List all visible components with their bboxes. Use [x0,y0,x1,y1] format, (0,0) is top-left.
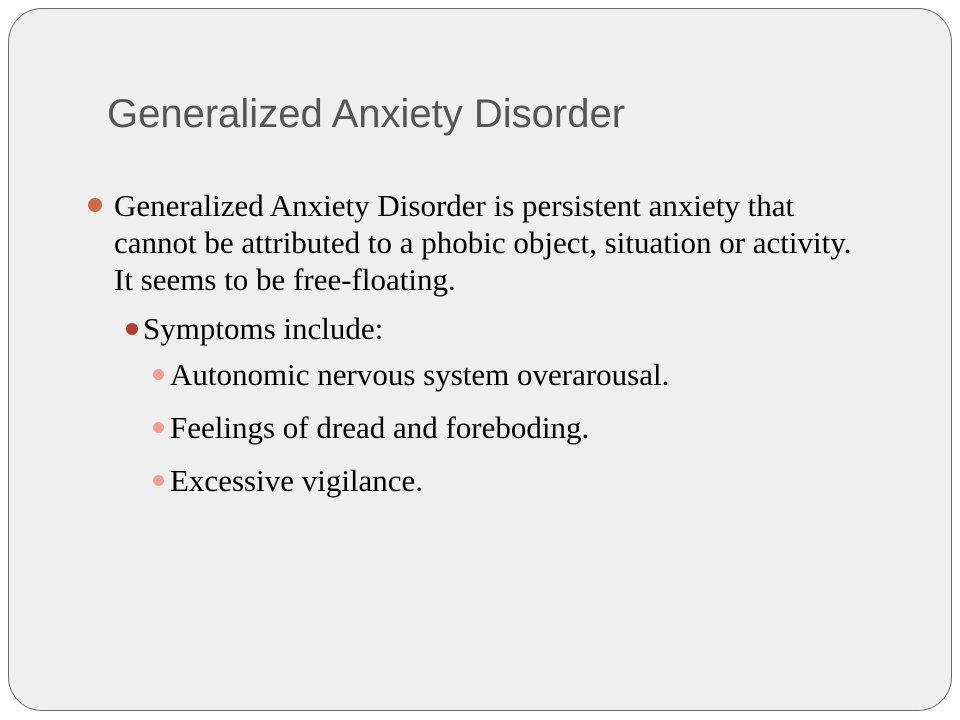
slide-content [9,187,951,515]
symptom-item [170,409,951,446]
bullet-dot-icon [126,323,138,335]
bullet-dot-icon [153,369,164,380]
symptom-text: Excessive vigilance. [170,463,424,498]
symptom-text: Autonomic nervous system overarousal. [170,357,670,392]
symptom-list [9,356,951,499]
bullet-dot-icon [153,475,164,486]
bullet-dot-icon [88,198,102,212]
slide-frame [8,8,952,711]
bullet-symptoms-heading-text: Symptoms include: [143,311,384,346]
bullet-dot-icon [153,422,164,433]
symptom-item [170,356,951,393]
bullet-main-text: Generalized Anxiety Disorder is persistent anxiety that cannot be attributed to a phobic object, situation or activity. It seems to be free-floating. [114,188,852,297]
slide-title: Generalized Anxiety Disorder [107,92,626,136]
symptom-item [170,462,951,499]
symptom-text: Feelings of dread and foreboding. [170,410,590,445]
bullet-main [114,187,854,298]
bullet-symptoms-heading [143,310,951,347]
